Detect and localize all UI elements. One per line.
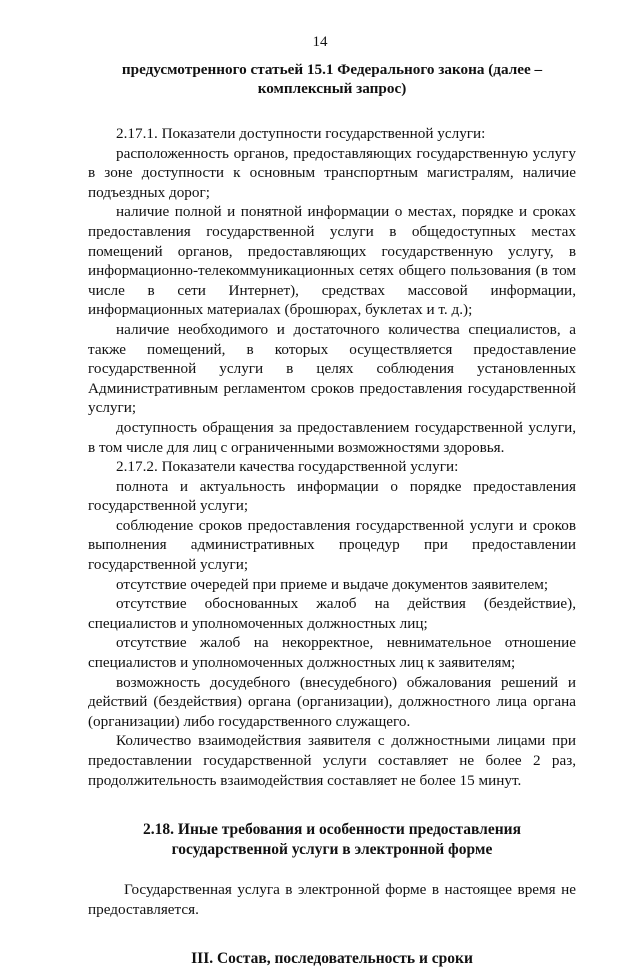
paragraph-accessibility: доступность обращения за предоставлением государственной услуги, в том числе для лиц с ограниченными возможностями здоровья. [88,418,576,456]
paragraph-location: расположенность органов, предоставляющих государственную услугу в зоне доступности к основным транспортным магистралям, наличие подъездных дорог; [88,144,576,201]
spacer [88,860,576,880]
page-number: 14 [312,34,328,50]
chapter-3-heading: III. Состав, последовательность и сроки [191,950,473,968]
page-content [88,58,576,969]
spacer [88,919,576,949]
intro-heading: предусмотренного статьей 15.1 Федерального закона (далее – комплексный запрос) [121,61,543,97]
paragraph-2-17-1-title: 2.17.1. Показатели доступности государственной услуги: [116,125,486,142]
spacer [88,790,576,820]
paragraph-appeal-possibility: возможность досудебного (внесудебного) обжалования решений и действий (бездействия) органа (организации), должностного лица органа (организации) либо государственного служащего. [88,673,576,730]
paragraph-no-complaints: отсутствие обоснованных жалоб на действия (бездействие), специалистов и уполномоченных должностных лиц; [88,595,576,632]
paragraph-staff: наличие необходимого и достаточного количества специалистов, а также помещений, в которых осуществляется предоставление государственной услуги в целях соблюдения установленных Административным регламентом сроков предоставления государственной услуги; [88,320,576,417]
section-2-18-text: Государственная услуга в электронной форме в настоящее время не предоставляется. [88,881,576,918]
paragraph-deadlines: соблюдение сроков предоставления государственной услуги и сроков выполнения административных процедур при предоставлении государственной услуги; [88,516,576,574]
spacer [88,98,576,124]
paragraph-2-17-2-title: 2.17.2. Показатели качества государственной услуги: [116,458,459,476]
section-2-18-heading: 2.18. Иные требования и особенности предоставления государственной услуги в электронной форме [143,821,521,859]
paragraph-no-queues: отсутствие очередей при приеме и выдаче документов заявителем; [116,575,549,593]
paragraph-completeness: полнота и актуальность информации о порядке предоставления государственной услуги; [88,477,576,515]
paragraph-information: наличие полной и понятной информации о местах, порядке и сроках предоставления государственной услуги в общедоступных местах помещений органов, предоставляющих государственную услугу, в информационно-телекоммуникационных сетях общего пользования (в том числе в сети Интернет), средствах массовой информации, информационных материалах (брошюрах, буклетах и т. д.); [88,203,576,319]
paragraph-interaction-count: Количество взаимодействия заявителя с должностными лицами при предоставлении государственной услуги составляет не более 2 раз, продолжительность взаимодействия составляет не более 15 минут. [88,732,576,789]
paragraph-no-incorrect-attitude: отсутствие жалоб на некорректное, невнимательное отношение специалистов и уполномоченных должностных лиц к заявителям; [88,634,576,672]
